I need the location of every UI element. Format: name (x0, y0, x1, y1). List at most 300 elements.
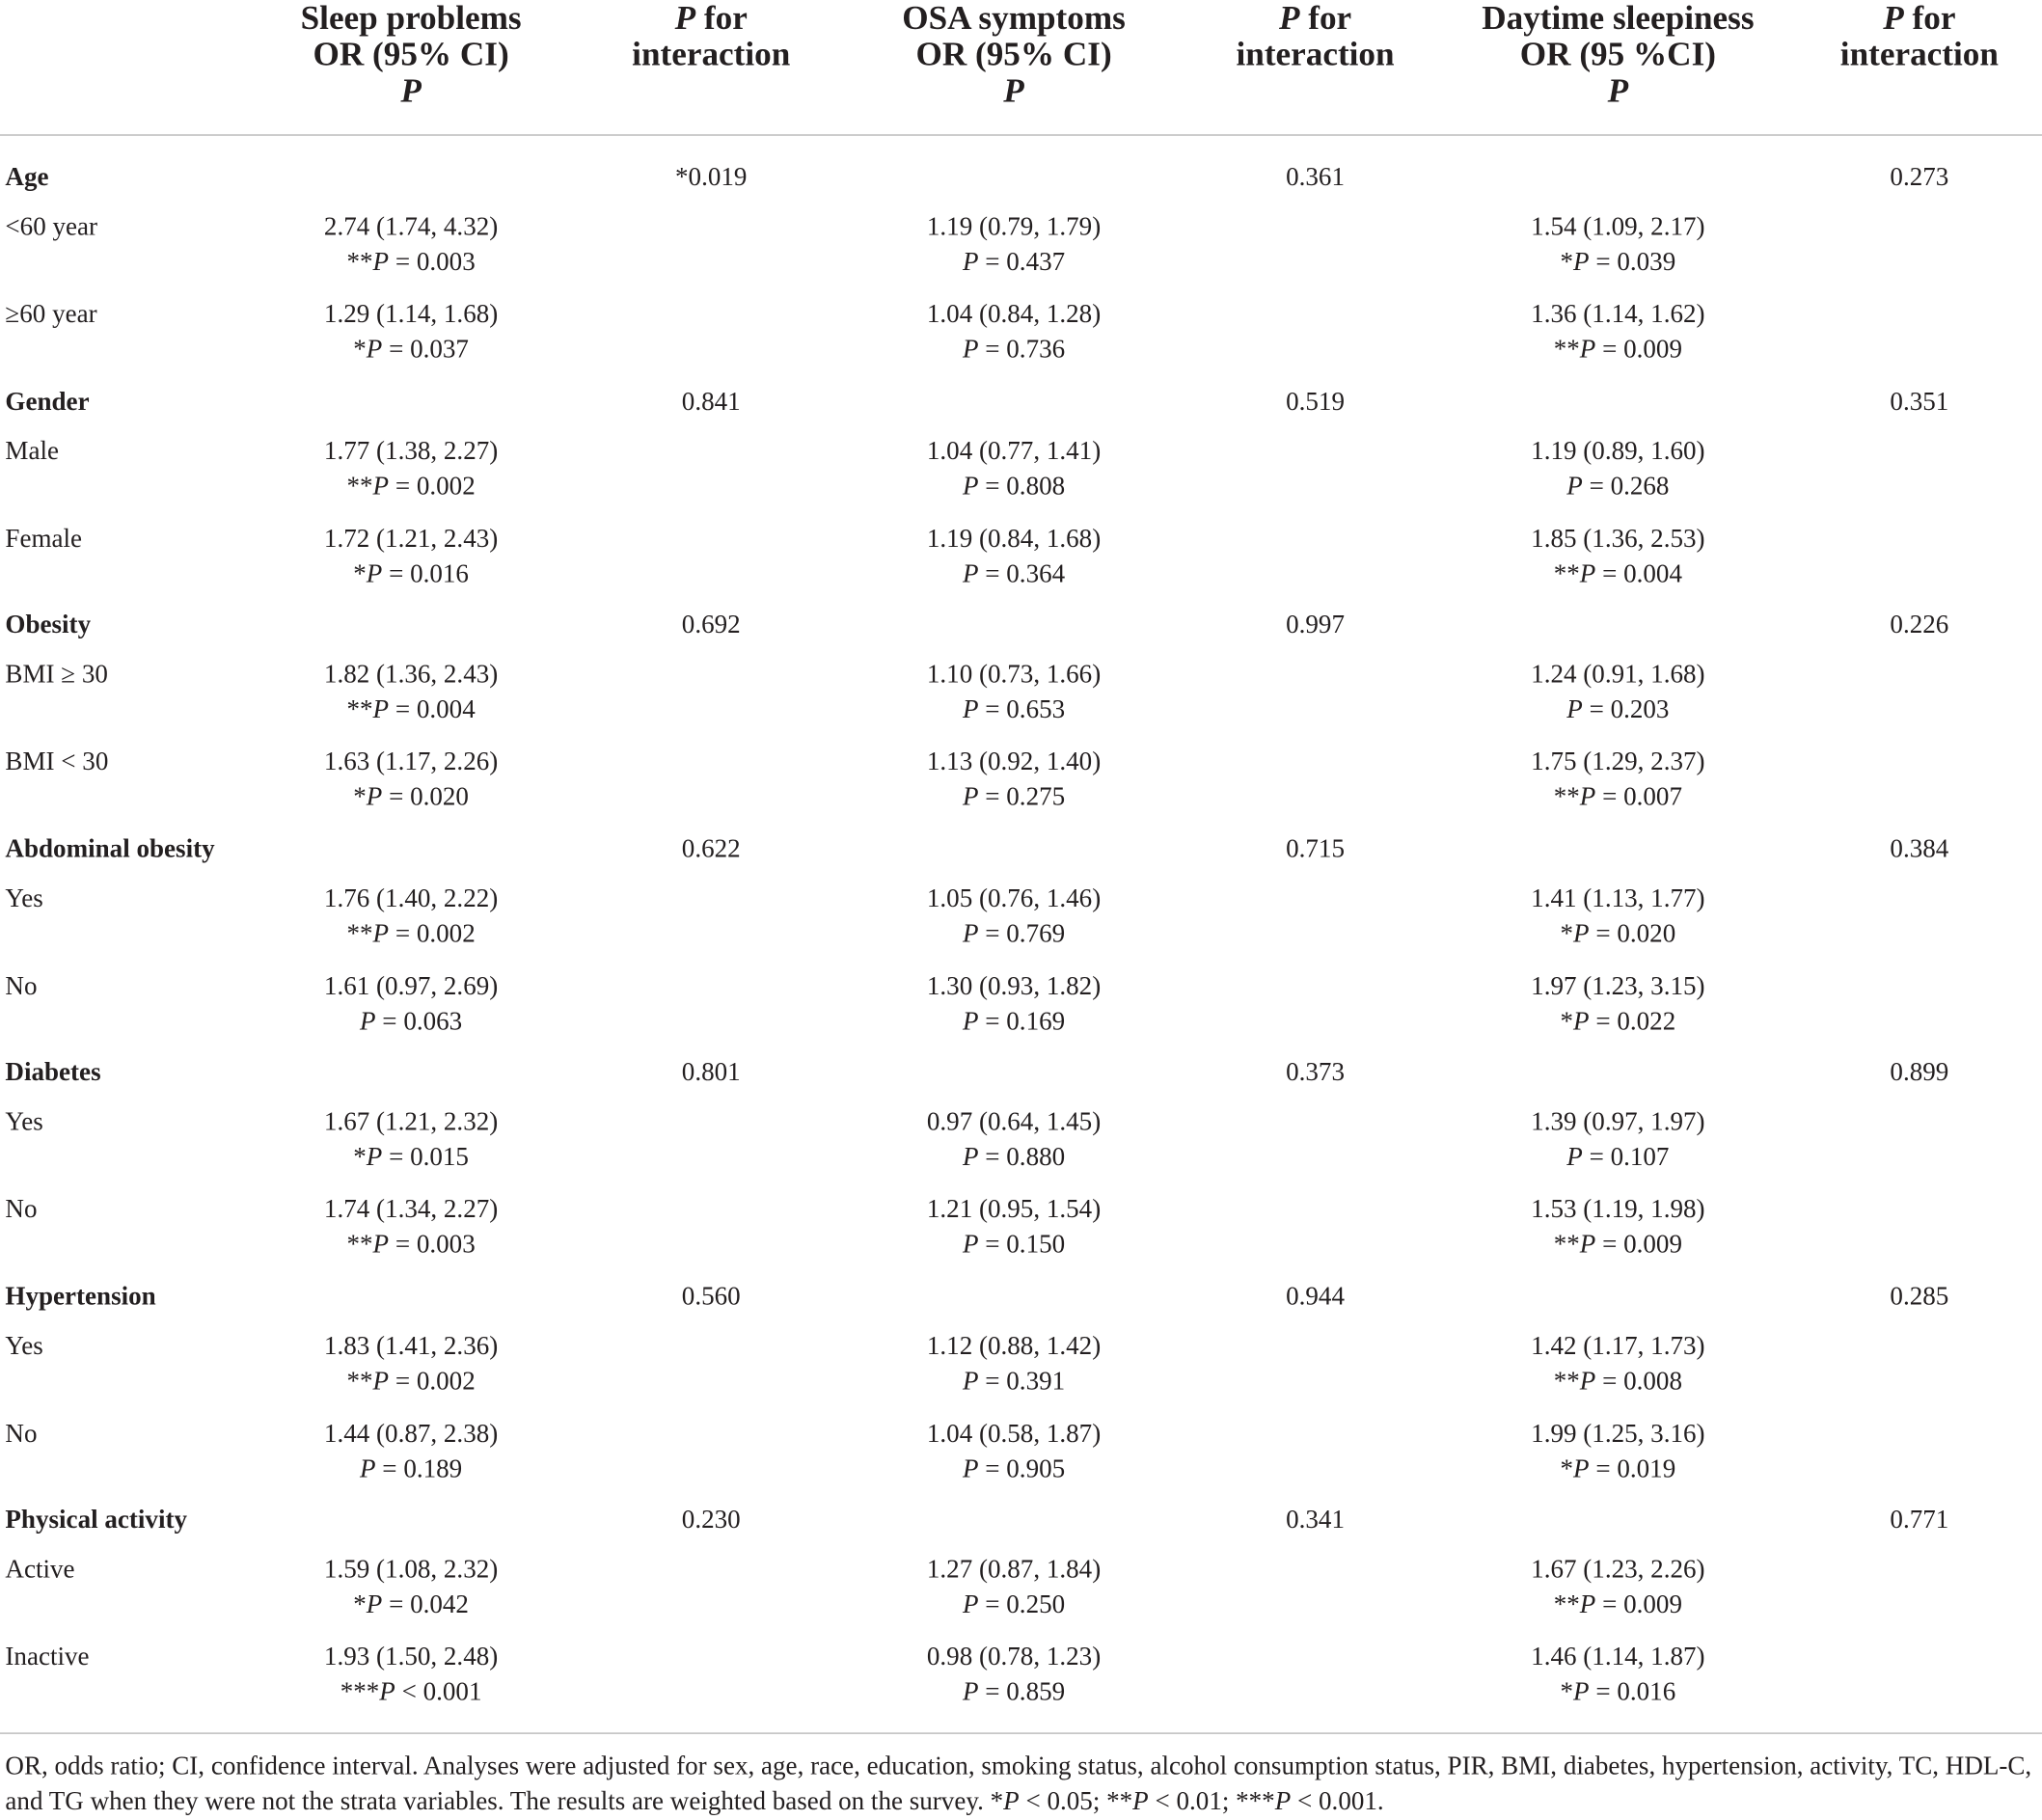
sig-marker: ** (1553, 559, 1580, 589)
odds-ratio: 1.30 (0.93, 1.82) (926, 971, 1102, 1001)
odds-ratio: 1.93 (1.50, 2.48) (323, 1643, 499, 1671)
p-value-number: = 0.004 (1595, 559, 1682, 589)
p-value-number: = 0.364 (978, 559, 1066, 589)
p-interaction-osa-symptoms: 0.341 (1286, 1506, 1345, 1535)
p-value (1422, 1140, 1813, 1176)
p-symbol: P (1573, 1007, 1590, 1037)
p-value-number: = 0.009 (1595, 335, 1682, 365)
header-p: P (1278, 0, 1300, 37)
p-value (215, 470, 607, 505)
subgroup-label: <60 year (5, 212, 98, 242)
subgroup-label: No (5, 971, 38, 1001)
subgroup-label: BMI < 30 (5, 747, 109, 776)
or-cell-osa-symptoms (818, 658, 1210, 728)
p-value-number: = 0.203 (1582, 694, 1670, 724)
or-cell-sleep-problems (215, 1417, 607, 1487)
p-value-number: = 0.007 (1595, 782, 1682, 812)
p-interaction-osa-symptoms: 0.715 (1286, 834, 1345, 864)
subgroup-label: No (5, 1419, 38, 1449)
header-line: OR (95% CI) (915, 35, 1112, 73)
sig-marker: ** (1553, 335, 1580, 365)
p-value (1422, 917, 1813, 953)
p-symbol: P (1566, 1142, 1583, 1172)
p-symbol: P (962, 1007, 979, 1037)
odds-ratio: 1.21 (0.95, 1.54) (926, 1195, 1102, 1224)
p-interaction-daytime-sleepiness: 0.351 (1890, 387, 1949, 417)
p-value (1422, 1675, 1813, 1711)
p-symbol: P (962, 472, 979, 502)
p-value (215, 1675, 607, 1711)
header-line: Sleep problems (300, 0, 522, 37)
or-cell-osa-symptoms (818, 969, 1210, 1040)
subgroup-label: Active (5, 1555, 75, 1585)
p-value-number: = 0.653 (978, 694, 1066, 724)
p-symbol: P (1579, 1230, 1596, 1260)
header-sleep-problems (215, 0, 607, 110)
or-cell-osa-symptoms (818, 297, 1210, 367)
odds-ratio: 1.41 (1.13, 1.77) (1531, 884, 1705, 913)
p-interaction-osa-symptoms: 0.373 (1286, 1058, 1345, 1087)
p-symbol: P (366, 559, 383, 589)
p-value (215, 1228, 607, 1263)
p-symbol: P (962, 919, 979, 949)
sig-marker: * (353, 335, 367, 365)
odds-ratio: 0.98 (0.78, 1.23) (926, 1643, 1102, 1671)
sig-marker: ** (1553, 1230, 1580, 1260)
p-symbol: P (962, 694, 979, 724)
p-symbol: P (1573, 1454, 1590, 1484)
or-cell-sleep-problems (215, 1640, 607, 1710)
sig-marker: ** (1553, 1589, 1580, 1619)
or-cell-sleep-problems (215, 434, 607, 504)
or-cell-sleep-problems (215, 1192, 607, 1263)
odds-ratio: 1.59 (1.08, 2.32) (323, 1555, 499, 1585)
p-symbol: P (962, 1454, 979, 1484)
category-label: Abdominal obesity (5, 834, 215, 864)
or-cell-daytime-sleepiness (1422, 1105, 1813, 1176)
p-interaction-daytime-sleepiness: 0.285 (1890, 1282, 1949, 1312)
p-interaction-daytime-sleepiness: 0.384 (1890, 834, 1949, 864)
p-value-number: = 0.009 (1595, 1230, 1682, 1260)
p-symbol: P (1573, 248, 1590, 277)
sig-marker: ** (346, 919, 373, 949)
p-value (818, 1675, 1210, 1711)
p-value (215, 1140, 607, 1176)
or-cell-daytime-sleepiness (1422, 522, 1813, 592)
header-p-interaction-sleep (581, 0, 842, 73)
header-line: P (400, 71, 422, 110)
p-value (1422, 557, 1813, 593)
sig-marker: ** (346, 1230, 373, 1260)
p-value (1422, 1228, 1813, 1263)
p-value (818, 780, 1210, 816)
or-cell-daytime-sleepiness (1422, 745, 1813, 815)
p-value (215, 333, 607, 368)
odds-ratio: 2.74 (1.74, 4.32) (323, 212, 499, 242)
subgroup-label: ≥60 year (5, 300, 97, 329)
subgroup-label: No (5, 1195, 38, 1224)
p-value-number: = 0.009 (1595, 1589, 1682, 1619)
p-value (818, 333, 1210, 368)
p-interaction-daytime-sleepiness: 0.273 (1890, 163, 1949, 192)
header-osa-symptoms (818, 0, 1210, 110)
odds-ratio: 1.04 (0.58, 1.87) (926, 1419, 1102, 1449)
subgroup-label: Female (5, 524, 83, 554)
odds-ratio: 1.10 (0.73, 1.66) (926, 660, 1102, 690)
p-interaction-sleep-problems: 0.622 (681, 834, 741, 864)
footnote-line-2 (5, 1785, 2040, 1820)
p-value-number: = 0.880 (978, 1142, 1066, 1172)
or-cell-osa-symptoms (818, 434, 1210, 504)
or-cell-osa-symptoms (818, 210, 1210, 281)
header-line: interaction (1839, 35, 1999, 73)
p-value (215, 693, 607, 728)
p-value-number: = 0.063 (375, 1007, 463, 1037)
p-value-number: = 0.250 (978, 1589, 1066, 1619)
odds-ratio: 1.83 (1.41, 2.36) (323, 1332, 499, 1361)
header-line: OR (95 %CI) (1519, 35, 1716, 73)
p-value-number: = 0.016 (1589, 1677, 1676, 1707)
p-interaction-sleep-problems: 0.230 (681, 1506, 741, 1535)
p-value (215, 1453, 607, 1488)
odds-ratio: 1.85 (1.36, 2.53) (1531, 524, 1705, 554)
p-value (818, 557, 1210, 593)
odds-ratio: 0.97 (0.64, 1.45) (926, 1107, 1102, 1137)
odds-ratio: 1.04 (0.84, 1.28) (926, 300, 1102, 329)
odds-ratio: 1.44 (0.87, 2.38) (323, 1419, 499, 1449)
p-value-number: = 0.769 (978, 919, 1066, 949)
p-symbol: P (1579, 335, 1596, 365)
p-symbol: P (372, 472, 390, 502)
or-cell-osa-symptoms (818, 1192, 1210, 1263)
table-footnote (5, 1750, 2040, 1820)
odds-ratio: 1.74 (1.34, 2.27) (323, 1195, 499, 1224)
or-cell-osa-symptoms (818, 522, 1210, 592)
odds-ratio: 1.42 (1.17, 1.73) (1531, 1332, 1705, 1361)
p-interaction-osa-symptoms: 0.519 (1286, 387, 1345, 417)
sig-marker: *** (1236, 1787, 1275, 1816)
odds-ratio: 1.54 (1.09, 2.17) (1531, 212, 1705, 242)
p-value (818, 245, 1210, 281)
p-symbol: P (366, 782, 383, 812)
p-value-number: = 0.042 (382, 1589, 469, 1619)
p-value-number: = 0.016 (382, 559, 469, 589)
category-label: Age (5, 163, 49, 192)
or-cell-sleep-problems (215, 522, 607, 592)
p-value (818, 917, 1210, 953)
odds-ratio: 1.13 (0.92, 1.40) (926, 747, 1102, 776)
or-cell-osa-symptoms (818, 1553, 1210, 1623)
header-line (1789, 0, 2042, 37)
p-value-number: = 0.002 (389, 472, 476, 502)
p-symbol: P (962, 1142, 979, 1172)
subgroup-label: BMI ≥ 30 (5, 660, 108, 690)
footnote-divider (0, 1732, 2042, 1733)
header-line: OSA symptoms (902, 0, 1126, 37)
p-value-number: = 0.039 (1589, 248, 1676, 277)
p-symbol: P (366, 1589, 383, 1619)
header-daytime-sleepiness (1422, 0, 1813, 110)
subgroup-label: Yes (5, 1332, 43, 1361)
p-value-number: = 0.189 (375, 1454, 463, 1484)
or-cell-daytime-sleepiness (1422, 658, 1813, 728)
header-line: P (1003, 71, 1024, 110)
p-interaction-daytime-sleepiness: 0.899 (1890, 1058, 1949, 1087)
sig-marker: * (353, 1589, 367, 1619)
header-divider (0, 134, 2042, 135)
or-cell-sleep-problems (215, 745, 607, 815)
p-interaction-sleep-problems: 0.801 (681, 1058, 741, 1087)
sig-marker: ** (346, 1367, 373, 1397)
p-symbol: P (962, 1677, 979, 1707)
header-for: for (1299, 0, 1352, 37)
sig-marker: * (353, 1142, 367, 1172)
odds-ratio: 1.29 (1.14, 1.68) (323, 300, 499, 329)
odds-ratio: 1.67 (1.21, 2.32) (323, 1107, 499, 1137)
header-line: Daytime sleepiness (1482, 0, 1755, 37)
p-symbol: P (962, 248, 979, 277)
or-cell-sleep-problems (215, 210, 607, 281)
or-cell-sleep-problems (215, 969, 607, 1040)
p-value-number: = 0.275 (978, 782, 1066, 812)
p-value-number: = 0.169 (978, 1007, 1066, 1037)
p-value (215, 1365, 607, 1400)
odds-ratio: 1.46 (1.14, 1.87) (1531, 1643, 1705, 1671)
p-symbol: P (372, 694, 390, 724)
header-line (581, 0, 842, 37)
category-label: Hypertension (5, 1282, 156, 1312)
odds-ratio: 1.39 (0.97, 1.97) (1531, 1107, 1705, 1137)
p-value-number: = 0.020 (1589, 919, 1676, 949)
odds-ratio: 1.04 (0.77, 1.41) (926, 437, 1102, 466)
header-for: for (695, 0, 748, 37)
p-value (1422, 1365, 1813, 1400)
odds-ratio: 1.63 (1.17, 2.26) (323, 747, 499, 776)
p-interaction-osa-symptoms: 0.361 (1286, 163, 1345, 192)
sig-marker: ** (1553, 782, 1580, 812)
p-value-number: = 0.002 (389, 1367, 476, 1397)
p-value-number: = 0.008 (1595, 1367, 1682, 1397)
p-symbol: P (1573, 1677, 1590, 1707)
sig-marker: * (1560, 919, 1574, 949)
odds-ratio: 1.76 (1.40, 2.22) (323, 884, 499, 913)
or-cell-sleep-problems (215, 1105, 607, 1176)
subgroup-label: Yes (5, 884, 43, 913)
header-for: for (1903, 0, 1956, 37)
p-value (1422, 693, 1813, 728)
p-symbol: P (1003, 1787, 1020, 1816)
or-cell-osa-symptoms (818, 1105, 1210, 1176)
header-line: interaction (632, 35, 791, 73)
p-value-number: = 0.003 (389, 248, 476, 277)
p-value-number: = 0.808 (978, 472, 1066, 502)
p-interaction-sleep-problems: 0.560 (681, 1282, 741, 1312)
or-cell-daytime-sleepiness (1422, 297, 1813, 367)
or-cell-daytime-sleepiness (1422, 434, 1813, 504)
odds-ratio: 1.72 (1.21, 2.43) (323, 524, 499, 554)
p-value-number: = 0.004 (389, 694, 476, 724)
p-symbol: P (372, 1230, 390, 1260)
header-line (1184, 0, 1446, 37)
header-line: OR (95% CI) (313, 35, 509, 73)
p-symbol: P (962, 1367, 979, 1397)
odds-ratio: 1.12 (0.88, 1.42) (926, 1332, 1102, 1361)
p-value-number: = 0.905 (978, 1454, 1066, 1484)
p-symbol: P (1579, 559, 1596, 589)
p-value (215, 1588, 607, 1623)
p-value (818, 1365, 1210, 1400)
odds-ratio: 1.97 (1.23, 3.15) (1531, 971, 1705, 1001)
p-symbol: P (372, 1367, 390, 1397)
odds-ratio: 1.77 (1.38, 2.27) (323, 437, 499, 466)
p-symbol: P (372, 248, 390, 277)
sig-marker: ** (346, 248, 373, 277)
p-interaction-daytime-sleepiness: 0.226 (1890, 611, 1949, 639)
p-value-number: = 0.736 (978, 335, 1066, 365)
p-symbol: P (360, 1007, 376, 1037)
p-value (1422, 1588, 1813, 1623)
odds-ratio: 1.19 (0.79, 1.79) (926, 212, 1102, 242)
p-value-number: = 0.268 (1582, 472, 1670, 502)
or-cell-sleep-problems (215, 1553, 607, 1623)
p-interaction-sleep-problems: *0.019 (675, 163, 748, 192)
category-label: Obesity (5, 611, 92, 639)
p-value-number: = 0.437 (978, 248, 1066, 277)
p-value (1422, 470, 1813, 505)
or-cell-osa-symptoms (818, 1640, 1210, 1710)
subgroup-label: Male (5, 437, 59, 466)
sig-marker: ** (346, 472, 373, 502)
or-cell-daytime-sleepiness (1422, 1640, 1813, 1710)
p-symbol: P (379, 1677, 395, 1707)
p-value (818, 1005, 1210, 1041)
or-cell-osa-symptoms (818, 882, 1210, 952)
or-cell-daytime-sleepiness (1422, 210, 1813, 281)
sig-marker: * (990, 1787, 1004, 1816)
header-p: P (674, 0, 696, 37)
p-value (215, 1005, 607, 1041)
header-line: P (1607, 71, 1629, 110)
odds-ratio: 1.19 (0.84, 1.68) (926, 524, 1102, 554)
odds-ratio: 1.75 (1.29, 2.37) (1531, 747, 1705, 776)
header-p-interaction-daytime (1789, 0, 2042, 73)
p-value (1422, 245, 1813, 281)
or-cell-osa-symptoms (818, 1417, 1210, 1487)
p-value (1422, 1005, 1813, 1041)
p-symbol: P (366, 1142, 383, 1172)
sig-threshold: < 0.01; (1148, 1787, 1237, 1816)
p-value-number: = 0.037 (382, 335, 469, 365)
p-symbol: P (1579, 1367, 1596, 1397)
p-value (818, 693, 1210, 728)
sig-threshold: < 0.001. (1291, 1787, 1384, 1816)
p-symbol: P (1579, 782, 1596, 812)
or-cell-osa-symptoms (818, 745, 1210, 815)
odds-ratio: 1.27 (0.87, 1.84) (926, 1555, 1102, 1585)
sig-marker: * (353, 559, 367, 589)
p-value-number: = 0.859 (978, 1677, 1066, 1707)
sig-marker: * (1560, 248, 1574, 277)
p-value-number: = 0.022 (1589, 1007, 1676, 1037)
category-label: Diabetes (5, 1058, 101, 1087)
odds-ratio: 1.05 (0.76, 1.46) (926, 884, 1102, 913)
p-value-number: = 0.020 (382, 782, 469, 812)
footnote-line-1: OR, odds ratio; CI, confidence interval. Analyses were adjusted for sex, age, race, education, smoking status, alcohol consumption status, PIR, BMI, diabetes, hypertension, activity, TC, HDL-C, (5, 1752, 2032, 1781)
or-cell-daytime-sleepiness (1422, 1192, 1813, 1263)
or-cell-daytime-sleepiness (1422, 1553, 1813, 1623)
p-value (818, 1228, 1210, 1263)
p-symbol: P (962, 559, 979, 589)
p-value (818, 1140, 1210, 1176)
header-p-interaction-osa (1184, 0, 1446, 73)
odds-ratio: 1.61 (0.97, 2.69) (323, 971, 499, 1001)
p-value (1422, 780, 1813, 816)
p-symbol: P (360, 1454, 376, 1484)
p-value-number: = 0.019 (1589, 1454, 1676, 1484)
category-label: Physical activity (5, 1506, 188, 1535)
subgroup-label: Yes (5, 1107, 43, 1137)
p-symbol: P (1579, 1589, 1596, 1619)
category-label: Gender (5, 387, 90, 417)
p-symbol: P (962, 1230, 979, 1260)
or-cell-daytime-sleepiness (1422, 882, 1813, 952)
sig-marker: * (1560, 1454, 1574, 1484)
p-value (215, 245, 607, 281)
or-cell-sleep-problems (215, 658, 607, 728)
odds-ratio: 1.99 (1.25, 3.16) (1531, 1419, 1705, 1449)
header-p: P (1883, 0, 1904, 37)
p-symbol: P (962, 782, 979, 812)
p-symbol: P (1274, 1787, 1292, 1816)
header-line: interaction (1236, 35, 1395, 73)
odds-ratio: 1.36 (1.14, 1.62) (1531, 300, 1705, 329)
or-cell-daytime-sleepiness (1422, 969, 1813, 1040)
footnote-text: and TG when they were not the strata variables. The results are weighted based on the survey. (5, 1787, 991, 1816)
sig-threshold: < 0.05; (1019, 1787, 1107, 1816)
p-value-number: = 0.002 (389, 919, 476, 949)
p-value (818, 1453, 1210, 1488)
odds-ratio: 1.67 (1.23, 2.26) (1531, 1555, 1705, 1585)
p-value-number: = 0.391 (978, 1367, 1066, 1397)
p-value (215, 557, 607, 593)
p-value-number: = 0.150 (978, 1230, 1066, 1260)
p-value (215, 917, 607, 953)
or-cell-daytime-sleepiness (1422, 1417, 1813, 1487)
p-symbol: P (1573, 919, 1590, 949)
p-symbol: P (962, 1589, 979, 1619)
p-value-number: = 0.003 (389, 1230, 476, 1260)
sig-marker: ** (1106, 1787, 1133, 1816)
sig-marker: * (1560, 1677, 1574, 1707)
p-interaction-daytime-sleepiness: 0.771 (1890, 1506, 1949, 1535)
odds-ratio: 1.24 (0.91, 1.68) (1531, 660, 1705, 690)
sig-marker: * (1560, 1007, 1574, 1037)
or-cell-osa-symptoms (818, 1329, 1210, 1399)
p-interaction-sleep-problems: 0.841 (681, 387, 741, 417)
or-cell-sleep-problems (215, 297, 607, 367)
odds-ratio: 1.53 (1.19, 1.98) (1531, 1195, 1705, 1224)
sig-marker: * (353, 782, 367, 812)
p-value (818, 470, 1210, 505)
p-value (1422, 1453, 1813, 1488)
or-cell-sleep-problems (215, 882, 607, 952)
sig-marker: ** (346, 694, 373, 724)
sig-marker: *** (340, 1677, 380, 1707)
p-symbol: P (1566, 694, 1583, 724)
p-interaction-sleep-problems: 0.692 (681, 611, 741, 639)
p-value-number: = 0.015 (382, 1142, 469, 1172)
p-symbol: P (366, 335, 383, 365)
